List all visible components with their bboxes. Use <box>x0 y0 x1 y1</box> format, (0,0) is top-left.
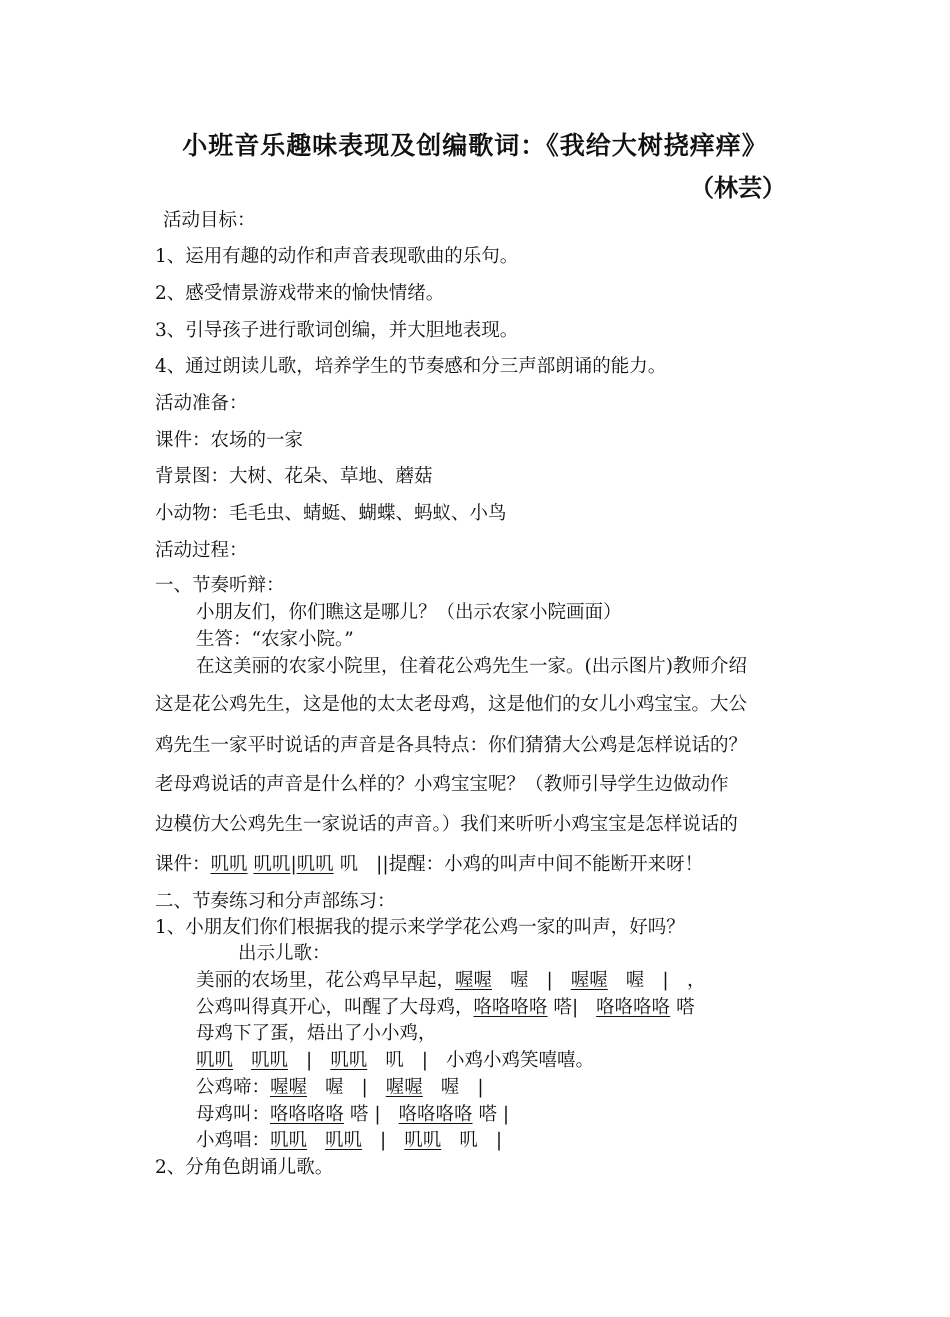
bar-line: | <box>502 1104 510 1125</box>
paragraph-line: 老母鸡说话的声音是什么样的？小鸡宝宝呢？（教师引导学生边做动作 <box>155 774 729 795</box>
rhythm-line <box>155 856 703 875</box>
paragraph-line: 2、分角色朗诵儿歌。 <box>155 1157 334 1178</box>
rhythm-syllable: 叽叽 <box>210 854 248 875</box>
rhythm-line <box>196 1132 502 1151</box>
paragraph-line: 出示儿歌： <box>238 943 331 964</box>
section-heading: 一、节奏听辩： <box>155 575 285 596</box>
prep-item: 小动物：毛毛虫、蜻蜓、蝴蝶、蚂蚁、小鸟 <box>155 503 507 524</box>
rhythm-syllable: 叽叽 <box>253 854 291 875</box>
rhythm-syllable: 嗒 <box>676 997 695 1018</box>
paragraph-line: 小朋友们，你们瞧这是哪儿？（出示农家小院画面） <box>196 602 622 623</box>
poem-line <box>196 999 695 1018</box>
rhythm-syllable: 嗒 <box>349 1104 369 1125</box>
rhythm-syllable: 咯咯咯咯 <box>270 1104 345 1125</box>
rhythm-syllable: 咯咯咯咯 <box>596 997 671 1018</box>
bar-line: | <box>495 1130 503 1151</box>
rhythm-syllable: 喔喔 <box>455 970 493 991</box>
rhythm-syllable: 叽叽 <box>196 1050 234 1071</box>
poem-text: 美丽的农场里，花公鸡早早起， <box>196 970 456 991</box>
rhythm-label: 课件： <box>155 854 211 875</box>
rhythm-syllable: 喔喔 <box>385 1077 423 1098</box>
rhythm-label: 公鸡啼： <box>196 1077 271 1098</box>
rhythm-syllable: 咯咯咯咯 <box>398 1104 473 1125</box>
bar-line: | <box>361 1077 368 1098</box>
rhythm-label: 母鸡叫： <box>196 1104 271 1125</box>
rhythm-syllable: 叽叽 <box>325 1130 363 1151</box>
bar-line: | <box>421 1050 429 1071</box>
document-title: 小班音乐趣味表现及创编歌词：《我给大树挠痒痒》 <box>182 131 768 160</box>
rhythm-syllable: 叽 <box>339 854 359 875</box>
rhythm-note: 提醒：小鸡的叫声中间不能断开来呀！ <box>388 854 704 875</box>
process-heading: 活动过程： <box>155 540 248 561</box>
rhythm-syllable: 嗒 <box>478 1104 497 1125</box>
rhythm-syllable: 喔喔 <box>570 970 608 991</box>
bar-line: | <box>477 1077 484 1098</box>
rhythm-syllable: 喔喔 <box>270 1077 308 1098</box>
poem-line <box>196 972 706 991</box>
rhythm-line <box>196 1079 484 1098</box>
rhythm-syllable: 叽叽 <box>404 1130 442 1151</box>
rhythm-syllable: 叽叽 <box>251 1050 289 1071</box>
rhythm-syllable: 叽叽 <box>270 1130 308 1151</box>
rhythm-syllable: 嗒 <box>553 997 572 1018</box>
rhythm-syllable: 咯咯咯咯 <box>473 997 548 1018</box>
prep-item: 课件：农场的一家 <box>155 430 304 451</box>
rhythm-syllable: 叽叽 <box>330 1050 368 1071</box>
bar-line: | <box>306 1050 313 1071</box>
paragraph-line: 鸡先生一家平时说话的声音是各具特点：你们猜猜大公鸡是怎样说话的？ <box>155 735 748 756</box>
paragraph-line: 生答：“农家小院。” <box>196 629 354 650</box>
goal-item: 4、通过朗读儿歌，培养学生的节奏感和分三声部朗诵的能力。 <box>155 356 667 377</box>
bar-line: | <box>571 997 579 1018</box>
bar-line: | <box>546 970 553 991</box>
goal-item: 3、引导孩子进行歌词创编，并大胆地表现。 <box>155 320 519 341</box>
author-name: （林芸） <box>690 173 786 202</box>
paragraph-line: 在这美丽的农家小院里，住着花公鸡先生一家。(出示图片)教师介绍 <box>196 656 747 677</box>
rhythm-syllable: 叽叽 <box>296 854 334 875</box>
rhythm-line <box>196 1106 509 1125</box>
goal-item: 1、运用有趣的动作和声音表现歌曲的乐句。 <box>155 246 519 267</box>
poem-line <box>196 1052 594 1071</box>
rhythm-syllable: 叽 <box>385 1050 404 1071</box>
rhythm-syllable: 喔 <box>325 1077 344 1098</box>
prep-heading: 活动准备： <box>155 393 248 414</box>
poem-text: | ， <box>662 970 706 991</box>
goals-heading: 活动目标： <box>163 210 256 231</box>
bar-line: | <box>290 854 297 875</box>
prep-item: 背景图：大树、花朵、草地、蘑菇 <box>155 466 433 487</box>
rhythm-syllable: 喔 <box>625 970 645 991</box>
rhythm-syllable: 喔 <box>510 970 529 991</box>
rhythm-label: 小鸡唱： <box>196 1130 271 1151</box>
rhythm-syllable: 叽 <box>459 1130 478 1151</box>
paragraph-line: 这是花公鸡先生，这是他的太太老母鸡，这是他们的女儿小鸡宝宝。大公 <box>155 694 748 715</box>
bar-line: | <box>380 1130 387 1151</box>
poem-line: 母鸡下了蛋，焐出了小小鸡， <box>196 1023 437 1044</box>
rhythm-syllable: 喔 <box>440 1077 460 1098</box>
paragraph-line: 边模仿大公鸡先生一家说话的声音。）我们来听听小鸡宝宝是怎样说话的 <box>155 814 738 835</box>
bar-line: || <box>376 854 389 875</box>
bar-line: | <box>374 1104 381 1125</box>
poem-text: 小鸡小鸡笑嘻嘻。 <box>446 1050 595 1071</box>
goal-item: 2、感受情景游戏带来的愉快情绪。 <box>155 283 445 304</box>
paragraph-line: 1、小朋友们你们根据我的提示来学学花公鸡一家的叫声，好吗？ <box>155 917 685 938</box>
section-heading: 二、节奏练习和分声部练习： <box>155 891 396 912</box>
poem-text: 公鸡叫得真开心，叫醒了大母鸡， <box>196 997 474 1018</box>
